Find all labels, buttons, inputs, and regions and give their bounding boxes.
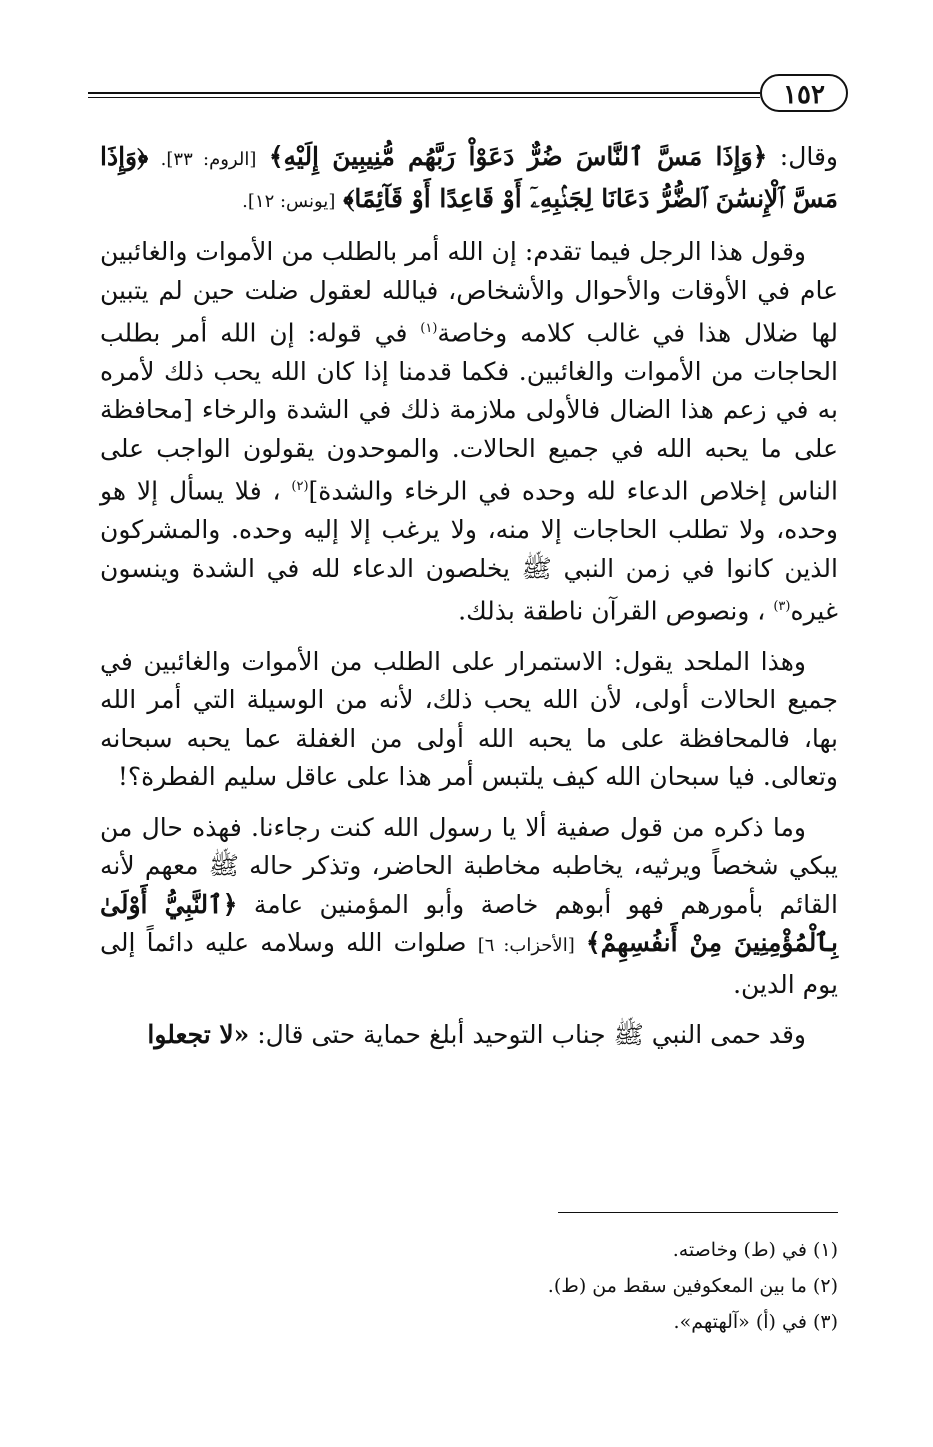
main-text (100, 138, 838, 1067)
paragraph-5 (100, 1016, 838, 1055)
text-run: صلوات الله وسلامه عليه دائماً إلى يوم الدين. (100, 928, 838, 999)
text-run: ، ونصوص القرآن ناطقة بذلك. (458, 596, 766, 626)
footnote-marker: (١) (420, 321, 438, 336)
footnote-2: (٢) ما بين المعكوفين سقط من (ط). (547, 1275, 838, 1297)
footnote-1: (١) في (ط) وخاصته. (672, 1239, 838, 1261)
footnote-marker: (٣) (773, 599, 791, 615)
verse-reference: [الروم: ٣٣]. (160, 149, 257, 170)
text-run: وقول هذا الرجل فيما تقدم: إن الله أمر بالطلب من الأموات والغائبين عام في الأوقات والأحوال والأشخاص، فيالله لعقول ضلت حين لم يتبين لها ضلال هذا في غالب كلامه وخاصة (100, 237, 838, 348)
text-run: ، فلا يسأل إلا هو وحده، ولا تطلب الحاجات إلا منه، ولا يرغب إلا إليه وحده. والمشركون الذين كانوا في زمن النبي ﷺ يخلصون الدعاء لله في الشدة وينسون غيره (100, 476, 838, 626)
footnote-separator (558, 1212, 838, 1213)
page-number: ١٥٢ (760, 74, 848, 112)
paragraph-4 (100, 809, 838, 1005)
quran-verse: ﴿وَإِذَا مَسَّ ٱلنَّاسَ ضُرٌّ دَعَوْاْ رَبَّهُم مُّنِيبِينَ إِلَيْهِ﴾ (268, 142, 768, 171)
text-run: في قوله: إن الله أمر بطلب الحاجات من الأموات والغائبين. فكما قدمنا إذا كان الله يحب ذلك لأمره به في زعم هذا الضال فالأولى ملازمة ذلك في الشدة والرخاء [محافظة على ما يحبه الله في جميع الحالات. والموحدون يقولون الواجب على الناس إخلاص الدعاء لله وحده في الرخاء والشدة] (100, 318, 838, 506)
quran-verse: ﴿وَإِذَا مَسَّ ٱلْإِنسَٰنَ ٱلضُّرُّ دَعَانَا لِجَنۢبِهِۦٓ أَوْ قَاعِدًا أَوْ قَآئِمًا﴾ (100, 142, 838, 213)
text-run: وقال: (779, 142, 839, 171)
header-rule-thin (88, 97, 760, 98)
paragraph-3: وهذا الملحد يقول: الاستمرار على الطلب من الأموات والغائبين في جميع الحالات أولى، لأن الله يحب ذلك، لأنه من الوسيلة التي أمر الله بها، فالمحافظة على ما يحبه الله أولى من الغفلة عما يحبه سبحانه وتعالى. فيا سبحان الله كيف يلتبس أمر هذا على عاقل سليم الفطرة؟! (100, 646, 838, 792)
footnote-3: (٣) في (أ) «آلهتهم». (673, 1311, 838, 1333)
paragraph-2 (100, 233, 838, 631)
paragraph-1 (100, 138, 838, 221)
footnotes (188, 1232, 838, 1340)
footnote-marker: (٢) (291, 479, 309, 495)
text-run: وقد حمى النبي ﷺ جناب التوحيد أبلغ حماية حتى قال: (257, 1020, 806, 1050)
hadith-quote-start: «لا تجعلوا (147, 1020, 250, 1050)
text-run: وما ذكره من قول صفية ألا يا رسول الله كنت رجاءنا. فهذه حال من يبكي شخصاً ويرثيه، يخاطبه مخاطبة الحاضر، وتذكر حاله ﷺ معهم لأنه القائم بأمورهم فهو أبوهم خاصة وأبو المؤمنين عامة (100, 812, 838, 919)
quran-verse: ﴿ٱلنَّبِيُّ أَوْلَىٰ بِٱلْمُؤْمِنِينَ مِنْ أَنفُسِهِمْ﴾ (100, 889, 839, 958)
verse-reference: [يونس: ١٢]. (242, 190, 336, 212)
page-header (88, 72, 848, 122)
verse-reference: [الأحزاب: ٦] (477, 935, 575, 957)
header-rule (88, 92, 760, 94)
